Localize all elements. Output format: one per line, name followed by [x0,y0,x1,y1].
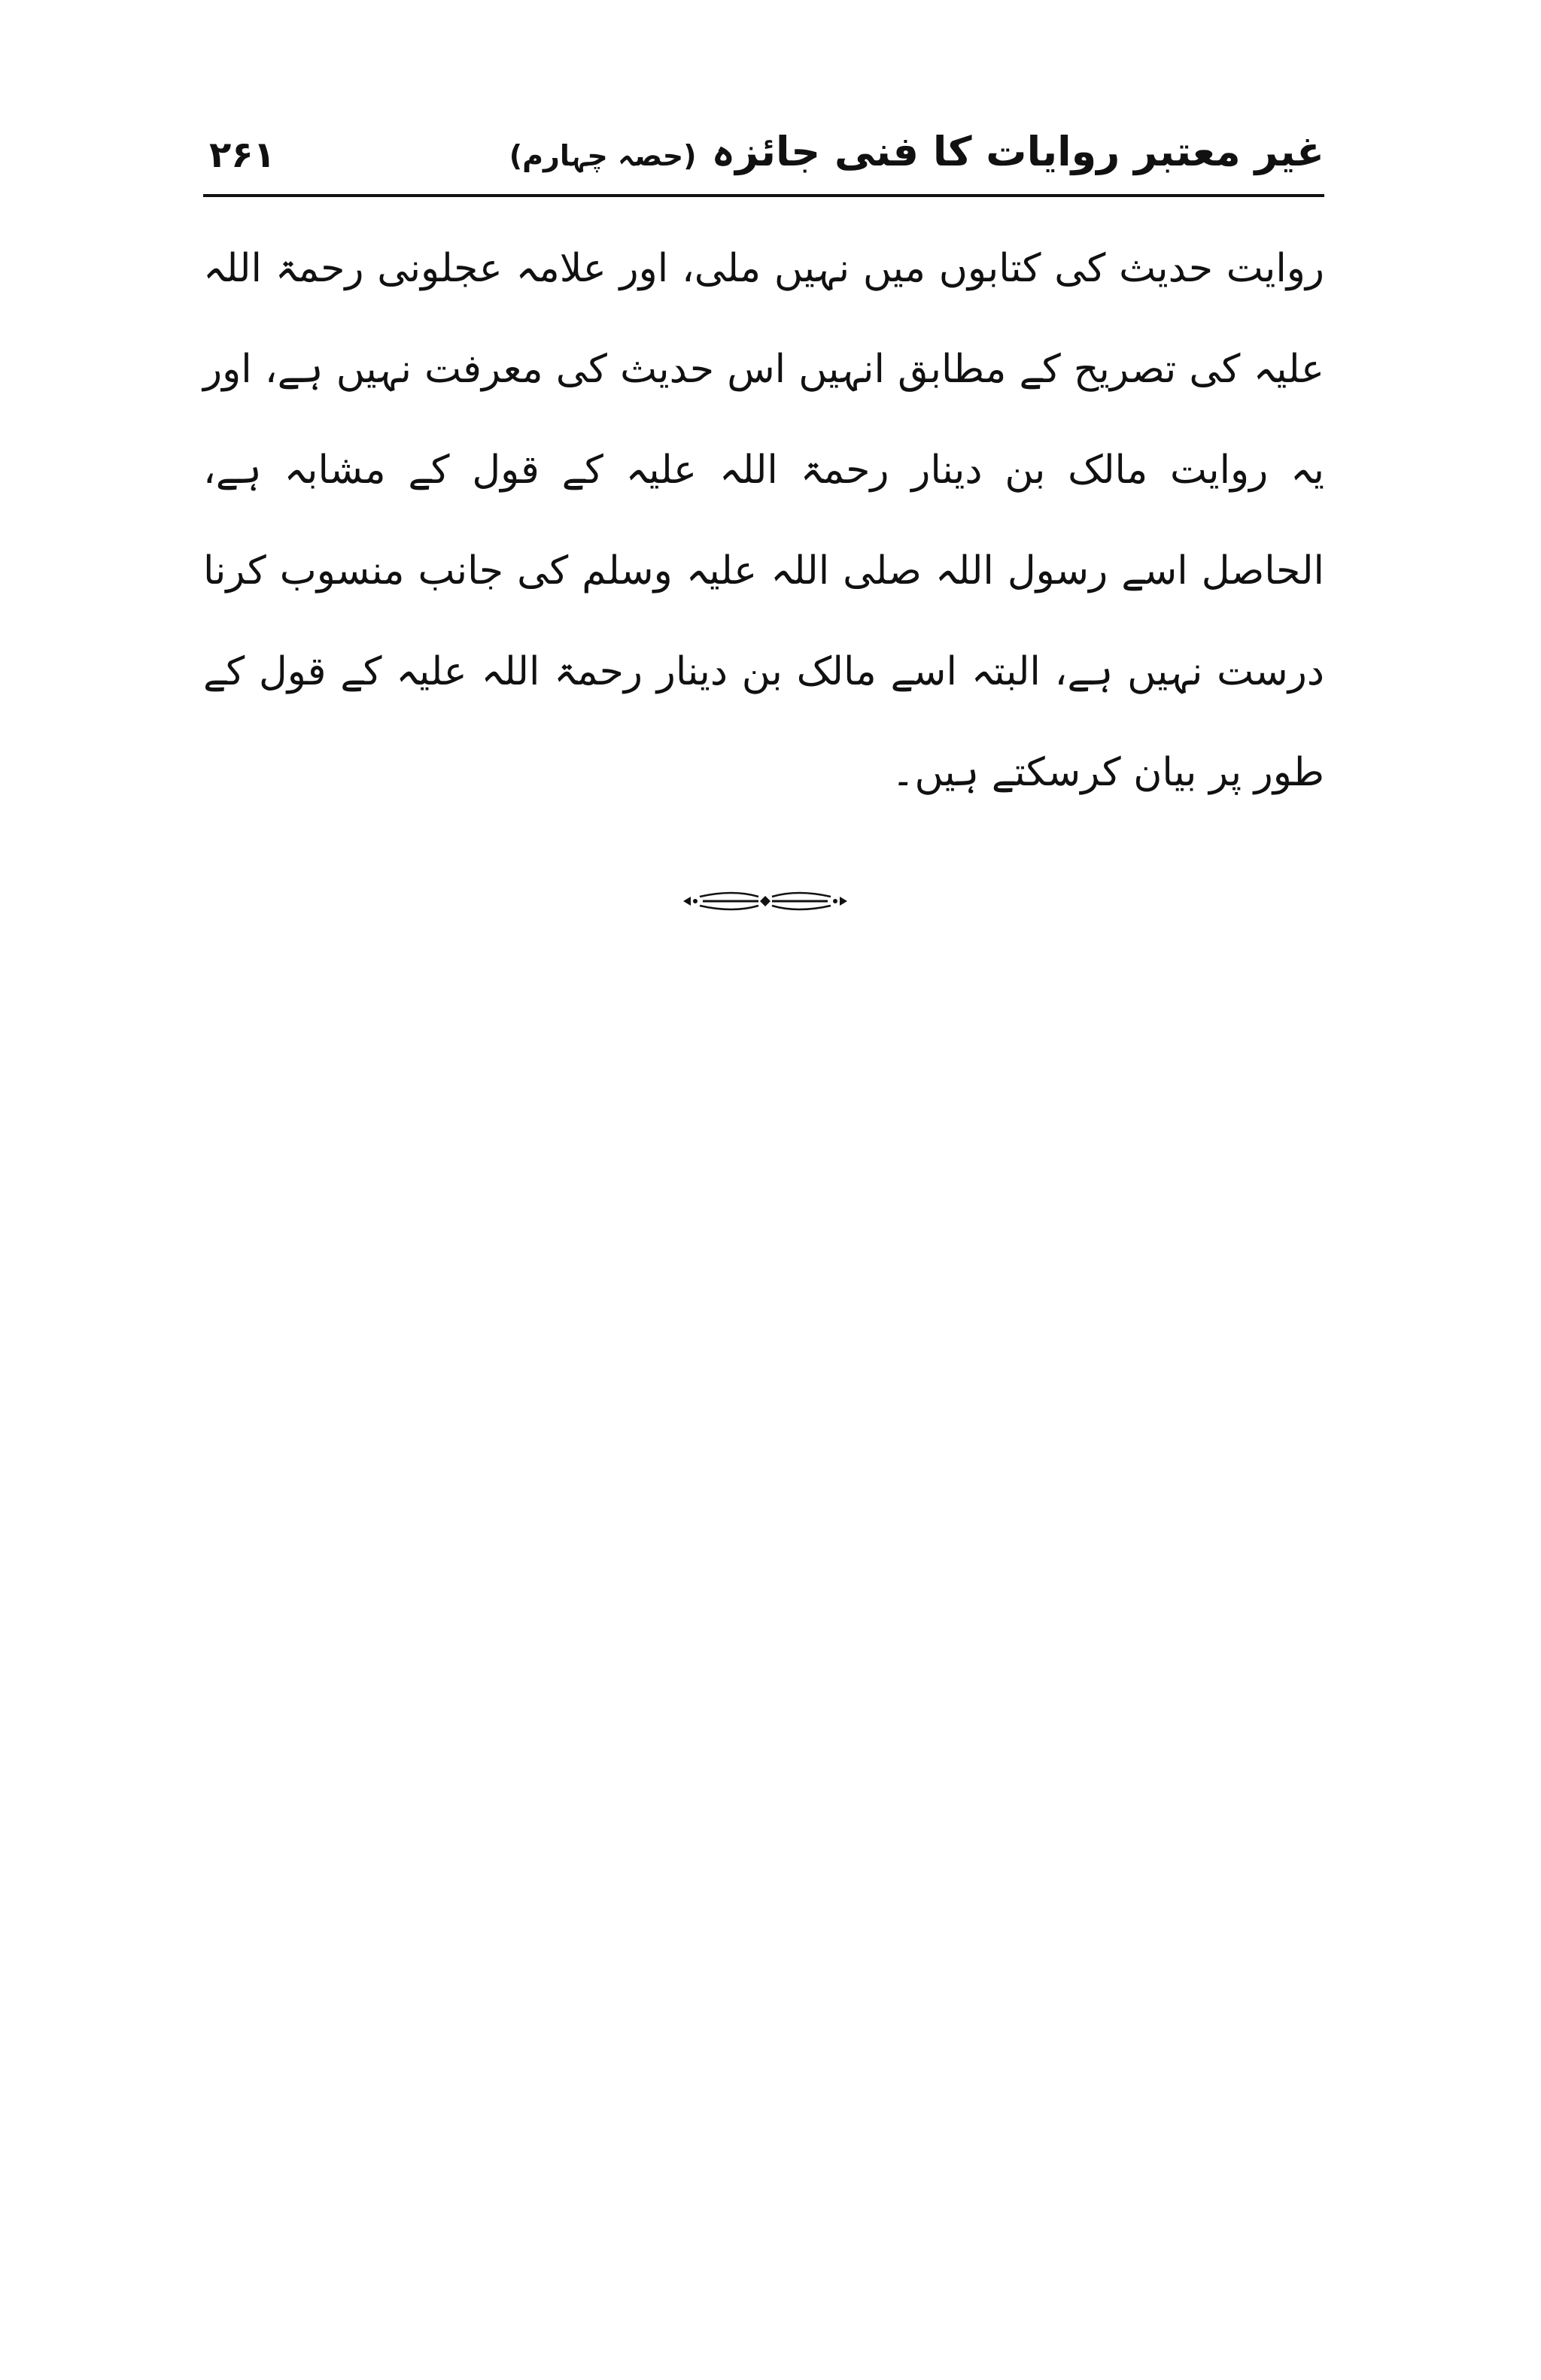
section-divider-ornament-icon [680,886,850,916]
running-title [509,128,1324,175]
body-paragraph: روایت حدیث کی کتابوں میں نہیں ملی، اور علامہ عجلونی رحمۃ اللہ علیہ کی تصریح کے مطابق انہیں اس حدیث کی معرفت نہیں ہے، اور یہ روایت مالک بن دینار رحمۃ اللہ علیہ کے قول کے مشابہ ہے، الحاصل اسے رسول اللہ صلی اللہ علیہ وسلم کی جانب منسوب کرنا درست نہیں ہے، البتہ اسے مالک بن دینار رحمۃ اللہ علیہ کے قول کے طور پر بیان کرسکتے ہیں۔ [203,246,1324,795]
part-label: (حصہ چہارم) [509,139,697,172]
page-number: ۲۶۱ [209,134,275,176]
header-rule [203,194,1324,197]
book-title: غیر معتبر روایات کا فنی جائزہ [711,128,1324,175]
page-header [203,120,1324,196]
